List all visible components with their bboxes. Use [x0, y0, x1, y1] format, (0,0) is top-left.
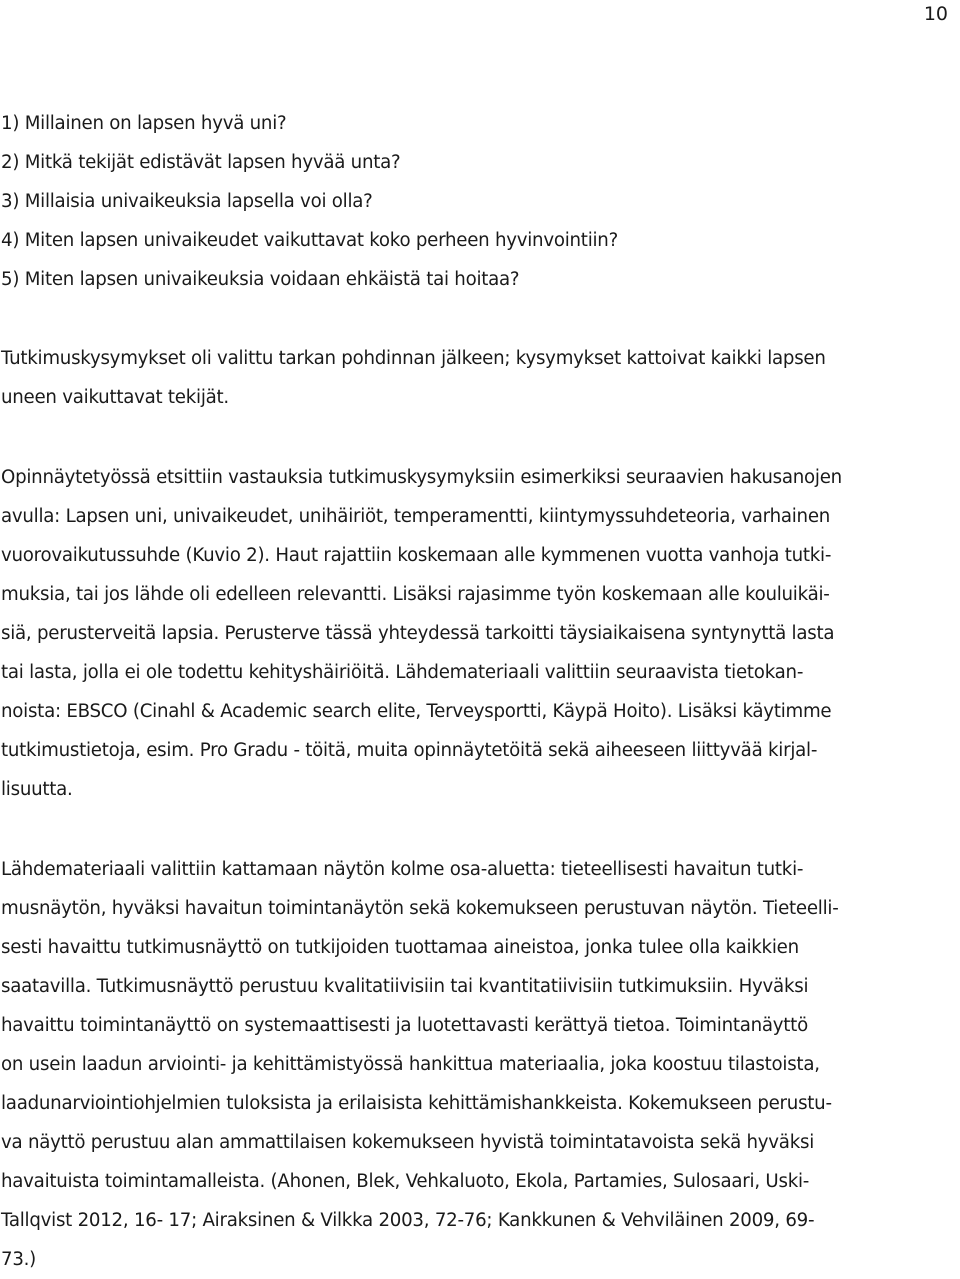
text-line: siä, perusterveitä lapsia. Perusterve tässä yhteydessä tarkoitti täysiaikaisena syntynyttä lasta: [1, 623, 835, 644]
text-line: 73.): [1, 1249, 37, 1270]
text-line: avulla: Lapsen uni, univaikeudet, unihäiriöt, temperamentti, kiintymyssuhdeteoria, varhainen: [1, 506, 831, 527]
question-item: 1) Millainen on lapsen hyvä uni?: [1, 113, 287, 134]
text-line: musnäytön, hyväksi havaitun toimintanäytön sekä kokemukseen perustuvan näytön. Tieteelli-: [1, 898, 839, 919]
text-line: va näyttö perustuu alan ammattilaisen kokemukseen hyvistä toimintatavoista sekä hyväksi: [1, 1132, 815, 1153]
text-line: havaittu toimintanäyttö on systemaattisesti ja luotettavasti kerättyä tietoa. Toimintanäyttö: [1, 1015, 808, 1036]
text-line: Lähdemateriaali valittiin kattamaan näytön kolme osa-aluetta: tieteellisesti havaitun tutki-: [1, 859, 804, 880]
text-line: saatavilla. Tutkimusnäyttö perustuu kvalitatiivisiin tai kvantitatiivisiin tutkimuksiin. Hyväksi: [1, 976, 809, 997]
text-line: vuorovaikutussuhde (Kuvio 2). Haut rajattiin koskemaan alle kymmenen vuotta vanhoja tutki-: [1, 545, 832, 566]
text-line: Tutkimuskysymykset oli valittu tarkan pohdinnan jälkeen; kysymykset kattoivat kaikki lapsen: [1, 348, 826, 369]
text-line: uneen vaikuttavat tekijät.: [1, 387, 229, 408]
research-questions-list: [1, 104, 951, 299]
paragraph-evidence-types: [1, 850, 951, 1279]
text-line: tai lasta, jolla ei ole todettu kehityshäiriöitä. Lähdemateriaali valittiin seuraavista tietokan-: [1, 662, 804, 683]
page-number: 10: [923, 3, 948, 25]
text-line: Tallqvist 2012, 16- 17; Airaksinen & Vilkka 2003, 72-76; Kankkunen & Vehviläinen 2009, 69-: [1, 1210, 815, 1231]
text-line: lisuutta.: [1, 779, 73, 800]
text-line: muksia, tai jos lähde oli edelleen relevantti. Lisäksi rajasimme työn koskemaan alle kouluikäi-: [1, 584, 830, 605]
text-line: noista: EBSCO (Cinahl & Academic search elite, Terveysportti, Käypä Hoito). Lisäksi käytimme: [1, 701, 832, 722]
paragraph-research-questions-note: [1, 339, 951, 417]
question-item: 4) Miten lapsen univaikeudet vaikuttavat koko perheen hyvinvointiin?: [1, 230, 618, 251]
question-item: 2) Mitkä tekijät edistävät lapsen hyvää unta?: [1, 152, 401, 173]
text-line: tutkimustietoja, esim. Pro Gradu - töitä, muita opinnäytetöitä sekä aiheeseen liittyvää kirjal-: [1, 740, 818, 761]
text-line: laadunarviointiohjelmien tuloksista ja erilaisista kehittämishankkeista. Kokemukseen perustu-: [1, 1093, 832, 1114]
paragraph-search-terms: [1, 458, 951, 809]
question-item: 5) Miten lapsen univaikeuksia voidaan ehkäistä tai hoitaa?: [1, 269, 520, 290]
question-item: 3) Millaisia univaikeuksia lapsella voi olla?: [1, 191, 373, 212]
text-line: on usein laadun arviointi- ja kehittämistyössä hankittua materiaalia, joka koostuu tilastoista,: [1, 1054, 820, 1075]
text-line: sesti havaittu tutkimusnäyttö on tutkijoiden tuottamaa aineistoa, jonka tulee olla kaikkien: [1, 937, 799, 958]
text-line: Opinnäytetyössä etsittiin vastauksia tutkimuskysymyksiin esimerkiksi seuraavien hakusanojen: [1, 467, 842, 488]
text-line: havaituista toimintamalleista. (Ahonen, Blek, Vehkaluoto, Ekola, Partamies, Sulosaari, Uski-: [1, 1171, 810, 1192]
